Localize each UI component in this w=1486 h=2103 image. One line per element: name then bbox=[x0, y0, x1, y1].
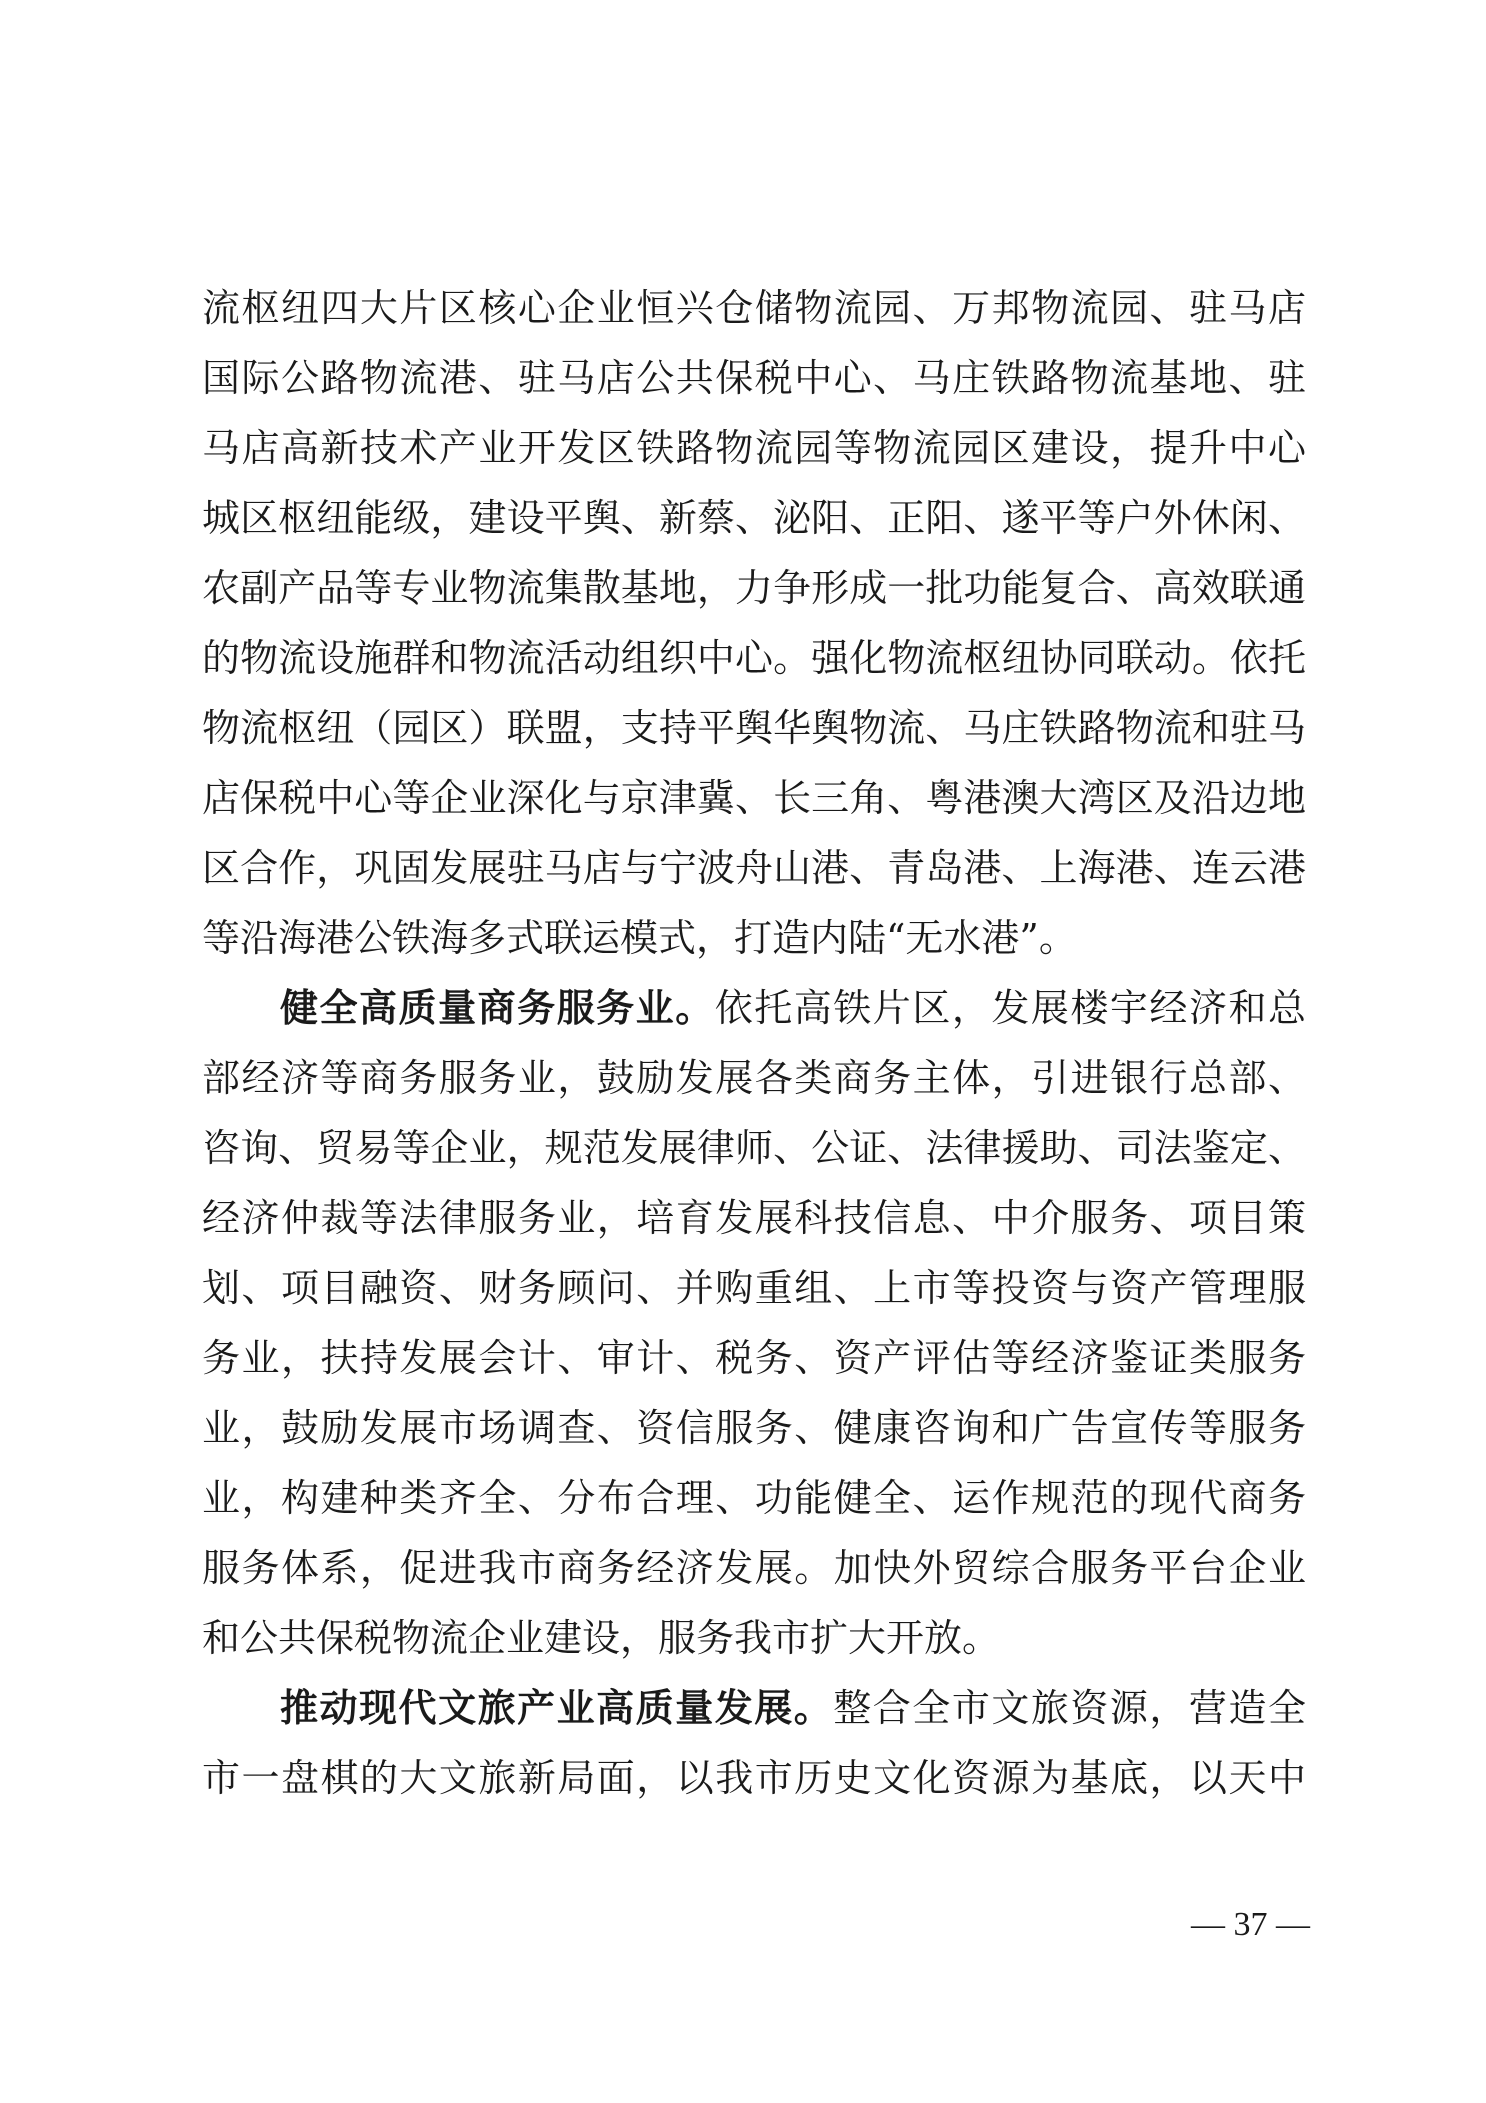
paragraph-line: 国际公路物流港、驻马店公共保税中心、马庄铁路物流基地、驻 bbox=[202, 356, 1306, 400]
paragraph-line: 市一盘棋的大文旅新局面，以我市历史文化资源为基底，以天中 bbox=[202, 1756, 1306, 1800]
paragraph-line: 店保税中心等企业深化与京津冀、长三角、粤港澳大湾区及沿边地 bbox=[202, 776, 1306, 820]
paragraph-line: 农副产品等专业物流集散基地，力争形成一批功能复合、高效联通 bbox=[202, 566, 1306, 610]
paragraph-line: 务业，扶持发展会计、审计、税务、资产评估等经济鉴证类服务 bbox=[202, 1336, 1306, 1380]
page-number: — 37 — bbox=[1191, 1906, 1310, 1943]
paragraph-line: 城区枢纽能级，建设平舆、新蔡、泌阳、正阳、遂平等户外休闲、 bbox=[202, 496, 1306, 540]
section-heading: 健全高质量商务服务业。 bbox=[280, 985, 715, 1030]
paragraph-line: 业，构建种类齐全、分布合理、功能健全、运作规范的现代商务 bbox=[202, 1476, 1306, 1520]
section-heading: 推动现代文旅产业高质量发展。 bbox=[280, 1685, 834, 1730]
paragraph-line: 咨询、贸易等企业，规范发展律师、公证、法律援助、司法鉴定、 bbox=[202, 1126, 1306, 1170]
paragraph-line: 等沿海港公铁海多式联运模式，打造内陆“无水港”。 bbox=[202, 916, 1077, 960]
paragraph-line: 划、项目融资、财务顾问、并购重组、上市等投资与资产管理服 bbox=[202, 1266, 1306, 1310]
paragraph-line: 区合作，巩固发展驻马店与宁波舟山港、青岛港、上海港、连云港 bbox=[202, 846, 1306, 890]
paragraph-line: 流枢纽四大片区核心企业恒兴仓储物流园、万邦物流园、驻马店 bbox=[202, 286, 1306, 330]
paragraph-first-line bbox=[280, 978, 1306, 1038]
paragraph-line: 部经济等商务服务业，鼓励发展各类商务主体，引进银行总部、 bbox=[202, 1056, 1306, 1100]
paragraph-text: 依托高铁片区，发展楼宇经济和总 bbox=[714, 986, 1306, 1030]
paragraph-line: 服务体系，促进我市商务经济发展。加快外贸综合服务平台企业 bbox=[202, 1546, 1306, 1590]
paragraph-line: 和公共保税物流企业建设，服务我市扩大开放。 bbox=[202, 1616, 1001, 1660]
paragraph-line: 业，鼓励发展市场调查、资信服务、健康咨询和广告宣传等服务 bbox=[202, 1406, 1306, 1450]
paragraph-text: 整合全市文旅资源，营造全 bbox=[833, 1686, 1306, 1730]
paragraph-first-line bbox=[280, 1678, 1306, 1738]
paragraph-line: 马店高新技术产业开发区铁路物流园等物流园区建设，提升中心 bbox=[202, 426, 1306, 470]
paragraph-line: 的物流设施群和物流活动组织中心。强化物流枢纽协同联动。依托 bbox=[202, 636, 1306, 680]
paragraph-line: 物流枢纽（园区）联盟，支持平舆华舆物流、马庄铁路物流和驻马 bbox=[202, 706, 1306, 750]
paragraph-line: 经济仲裁等法律服务业，培育发展科技信息、中介服务、项目策 bbox=[202, 1196, 1306, 1240]
